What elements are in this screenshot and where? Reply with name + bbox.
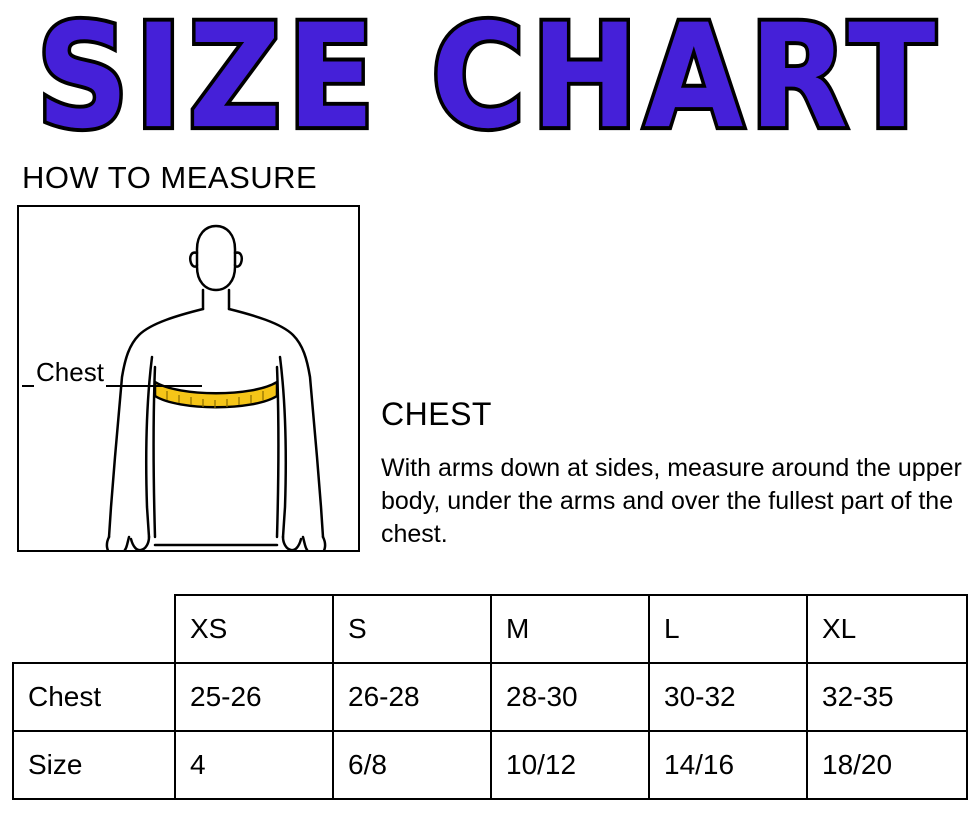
- cell-chest-xl: 32-35: [807, 663, 967, 731]
- row-label-chest: Chest: [13, 663, 175, 731]
- table-header-xl: XL: [807, 595, 967, 663]
- cell-size-xl: 18/20: [807, 731, 967, 799]
- table-header-row: [13, 595, 967, 663]
- description-heading: CHEST: [381, 396, 492, 432]
- table-header-s: S: [333, 595, 491, 663]
- cell-size-xs: 4: [175, 731, 333, 799]
- chest-measure-label: Chest: [36, 357, 104, 387]
- cell-chest-l: 30-32: [649, 663, 807, 731]
- table-row: [13, 663, 967, 731]
- size-table: [12, 594, 968, 800]
- cell-size-l: 14/16: [649, 731, 807, 799]
- cell-chest-s: 26-28: [333, 663, 491, 731]
- table-row: [13, 731, 967, 799]
- table-header-m: M: [491, 595, 649, 663]
- page-title: SIZE CHART: [36, 0, 942, 161]
- description-body: With arms down at sides, measure around the upper body, under the arms and over the fullest part of the chest.: [381, 454, 962, 548]
- title-banner: [0, 0, 978, 161]
- table-header-l: L: [649, 595, 807, 663]
- section-subtitle: HOW TO MEASURE: [22, 160, 318, 195]
- cell-size-m: 10/12: [491, 731, 649, 799]
- table-header-xs: XS: [175, 595, 333, 663]
- cell-chest-xs: 25-26: [175, 663, 333, 731]
- cell-chest-m: 28-30: [491, 663, 649, 731]
- table-corner-cell: [13, 595, 175, 663]
- cell-size-s: 6/8: [333, 731, 491, 799]
- row-label-size: Size: [13, 731, 175, 799]
